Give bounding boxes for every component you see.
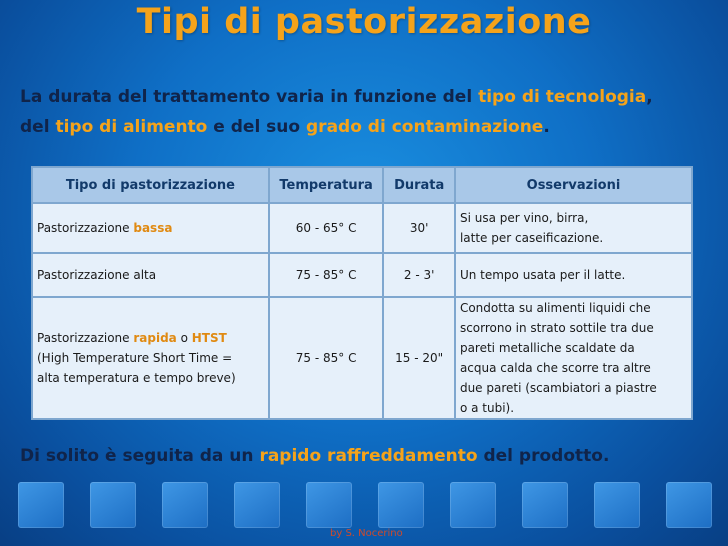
table-row (32, 297, 692, 419)
cell-type: Pastorizzazione alta (32, 253, 269, 297)
type-highlight: rapida (133, 331, 177, 345)
cell-temperature: 60 - 65° C (269, 203, 384, 253)
decorative-tile (18, 482, 64, 528)
type-highlight: bassa (133, 221, 173, 235)
decorative-tile (234, 482, 280, 528)
footer-text-2: del prodotto. (477, 446, 610, 466)
decorative-tile (162, 482, 208, 528)
type-prefix: Pastorizzazione (37, 331, 134, 345)
cell-type (32, 203, 269, 253)
author-credit: by S. Nocerino (330, 528, 403, 539)
type-line-2: (High Temperature Short Time = (37, 351, 233, 365)
cell-type (32, 297, 269, 419)
note-line: Condotta su alimenti liquidi che (459, 301, 651, 315)
intro-paragraph (20, 82, 720, 142)
note-line: due pareti (scambiatori a piastre (459, 381, 657, 395)
table-row (32, 253, 692, 297)
note-line: Si usa per vino, birra, (459, 211, 589, 225)
note-line: o a tubi). (459, 401, 515, 415)
footer-paragraph (20, 446, 720, 466)
decorative-tile (450, 482, 496, 528)
cell-duration: 2 - 3' (383, 253, 455, 297)
header-duration: Durata (383, 167, 455, 203)
decorative-tile (378, 482, 424, 528)
type-highlight-2: HTST (191, 331, 227, 345)
footer-highlight: rapido raffreddamento (259, 446, 478, 466)
pasteurization-table (31, 166, 693, 420)
table-header-row (32, 167, 692, 203)
cell-temperature: 75 - 85° C (269, 253, 384, 297)
note-line: latte per caseificazione. (459, 231, 604, 245)
intro-text-1: La durata del trattamento varia in funzione del (20, 87, 479, 107)
intro-highlight-technology: tipo di tecnologia (478, 87, 647, 107)
intro-text-2: , (646, 87, 653, 107)
decorative-tile (522, 482, 568, 528)
intro-text-3: del (20, 117, 56, 137)
slide-title: Tipi di pastorizzazione (136, 2, 592, 42)
type-line-1 (37, 328, 264, 348)
cell-duration: 30' (383, 203, 455, 253)
table-row (32, 203, 692, 253)
note-line: acqua calda che scorre tra altre (459, 361, 651, 375)
type-line-3: alta temperatura e tempo breve) (37, 371, 236, 385)
decorative-tile (306, 482, 352, 528)
footer-text-1: Di solito è seguita da un (20, 446, 260, 466)
type-mid: o (176, 331, 192, 345)
decorative-tile (666, 482, 712, 528)
cell-notes (455, 203, 692, 253)
intro-highlight-food: tipo di alimento (55, 117, 208, 137)
cell-temperature: 75 - 85° C (269, 297, 384, 419)
header-notes: Osservazioni (455, 167, 692, 203)
note-line: pareti metalliche scaldate da (459, 341, 635, 355)
decorative-tile (594, 482, 640, 528)
intro-text-5: . (543, 117, 550, 137)
cell-duration: 15 - 20" (383, 297, 455, 419)
decorative-tile (90, 482, 136, 528)
header-temperature: Temperatura (269, 167, 384, 203)
cell-notes (455, 297, 692, 419)
cell-notes: Un tempo usata per il latte. (455, 253, 692, 297)
intro-text-4: e del suo (207, 117, 307, 137)
type-prefix: Pastorizzazione (37, 221, 134, 235)
intro-highlight-contamination: grado di contaminazione (306, 117, 544, 137)
header-type: Tipo di pastorizzazione (32, 167, 269, 203)
note-line: scorrono in strato sottile tra due (459, 321, 654, 335)
